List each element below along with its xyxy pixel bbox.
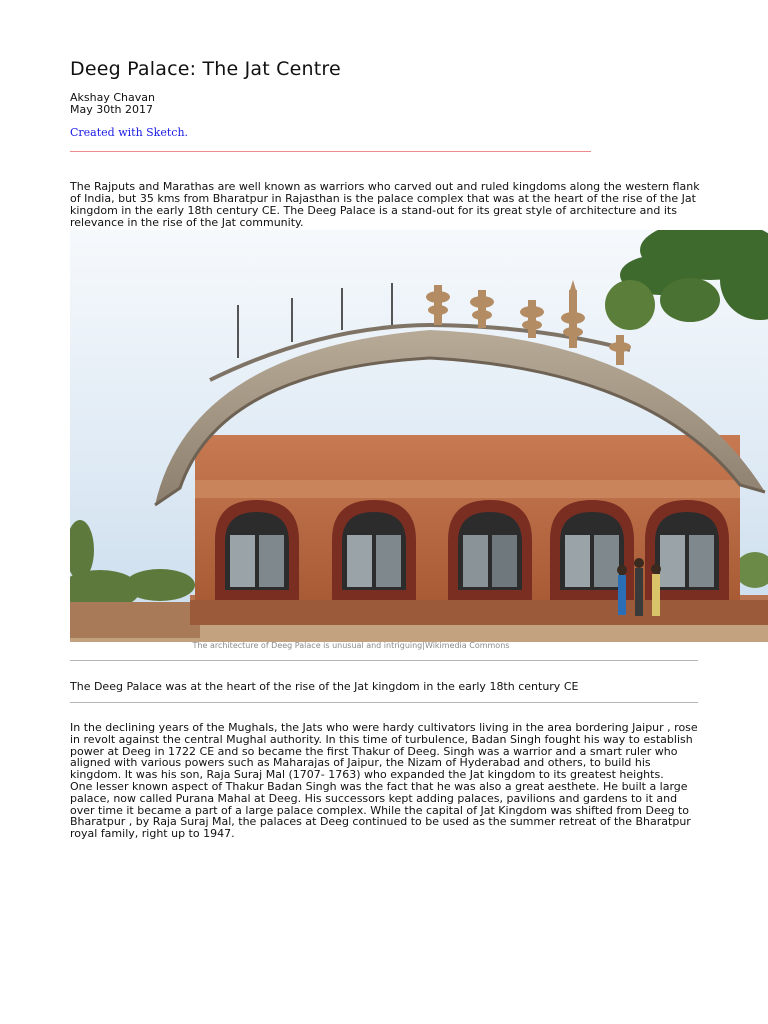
deeg-palace-photo [70, 230, 768, 642]
author-name: Akshay Chavan [70, 91, 155, 104]
pull-quote-top-rule [70, 660, 698, 661]
body-paragraph-1: In the declining years of the Mughals, the Jats who were hardy cultivators living in the area bordering Jaipur , rose in revolt against the central Mughal authority. In this time of turbulence, Badan Singh fought his way to establish power at Deeg in 1722 CE and so became the first Thakur of Deeg. Singh was a warrior and a smart ruler who aligned with various powers such as Maharajas of Jaipur, the Nizam of Hyderabad and others, to build his kingdom. It was his son, Raja Suraj Mal (1707- 1763) who expanded the Jat kingdom to its greatest heights. [70, 721, 698, 782]
publish-date: May 30th 2017 [70, 103, 154, 116]
pull-quote-bottom-rule [70, 702, 698, 703]
visitors [617, 558, 661, 616]
arch-windows [215, 500, 729, 600]
image-caption: The architecture of Deeg Palace is unusual and intriguing|Wikimedia Commons [192, 641, 510, 650]
byline [70, 92, 155, 116]
pull-quote: The Deeg Palace was at the heart of the rise of the Jat kingdom in the early 18th century CE [70, 680, 579, 693]
article-title: Deeg Palace: The Jat Centre [70, 58, 341, 80]
body-paragraph-2: One lesser known aspect of Thakur Badan Singh was the fact that he was also a great aesthete. He built a large palace, now called Purana Mahal at Deeg. His successors kept adding palaces, pavilions and gardens to it and over time it became a part of a large palace complex. While the capital of Jat Kingdom was shifted from Deeg to Bharatpur , by Raja Suraj Mal, the palaces at Deeg continued to be used as the summer retreat of the Bharatpur royal family, right up to 1947. [70, 779, 691, 841]
intro-paragraph: The Rajputs and Marathas are well known as warriors who carved out and ruled kingdoms along the western flank of India, but 35 kms from Bharatpur in Rajasthan is the palace complex that was at the heart of the rise of the Jat kingdom in the early 18th century CE. The Deeg Palace is a stand-out for its great style of architecture and its relevance in the rise of the Jat community. [70, 180, 700, 229]
article-body [70, 722, 702, 840]
header-divider [70, 151, 591, 152]
created-with-sketch-label: Created with Sketch. [70, 126, 189, 139]
